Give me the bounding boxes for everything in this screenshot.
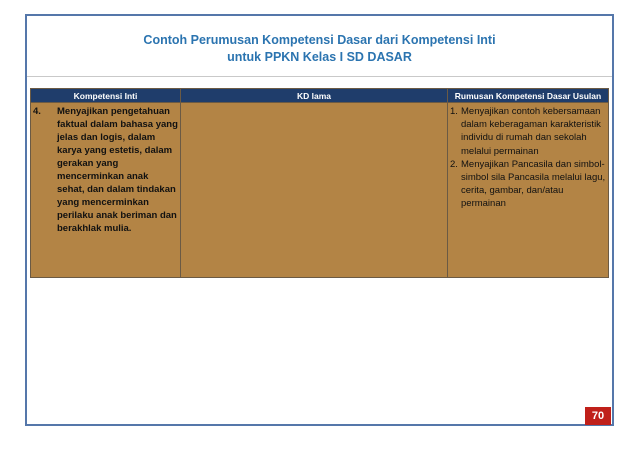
competency-table bbox=[30, 88, 609, 278]
header-kd-usulan: Rumusan Kompetensi Dasar Usulan bbox=[448, 89, 609, 103]
cell-kompetensi-inti bbox=[31, 103, 181, 278]
list-item bbox=[450, 105, 606, 158]
cell-kd-lama bbox=[181, 103, 448, 278]
list-item bbox=[450, 158, 606, 211]
ki-number: 4. bbox=[33, 106, 41, 117]
title-line-1: Contoh Perumusan Kompetensi Dasar dari Kompetensi Inti bbox=[143, 33, 496, 47]
slide-title bbox=[27, 32, 612, 66]
header-kd-lama: KD lama bbox=[181, 89, 448, 103]
kd-item-number: 1. bbox=[450, 106, 458, 117]
header-kompetensi-inti: Kompetensi Inti bbox=[31, 89, 181, 103]
title-divider bbox=[27, 76, 612, 77]
kd-item-number: 2. bbox=[450, 158, 458, 170]
cell-kd-usulan bbox=[448, 103, 609, 278]
kd-usulan-list bbox=[450, 105, 606, 211]
ki-text: Menyajikan pengetahuan faktual dalam bahasa yang jelas dan logis, dalam karya yang estetis, dalam gerakan yang mencerminkan anak sehat, dan dalam tindakan yang mencerminkan perilaku anak beriman dan berakhlak mulia. bbox=[57, 106, 178, 234]
kd-item-text: Menyajikan Pancasila dan simbol-simbol sila Pancasila melalui lagu, cerita, gambar, dan/atau permainan bbox=[461, 158, 606, 210]
table-row bbox=[31, 103, 609, 278]
table-header-row bbox=[31, 89, 609, 103]
title-line-2: untuk PPKN Kelas I SD DASAR bbox=[227, 50, 412, 64]
page-number-badge: 70 bbox=[585, 407, 611, 425]
kd-item-text: Menyajikan contoh kebersamaan dalam keberagaman karakteristik individu di rumah dan sekolah melalui permainan bbox=[461, 106, 601, 157]
